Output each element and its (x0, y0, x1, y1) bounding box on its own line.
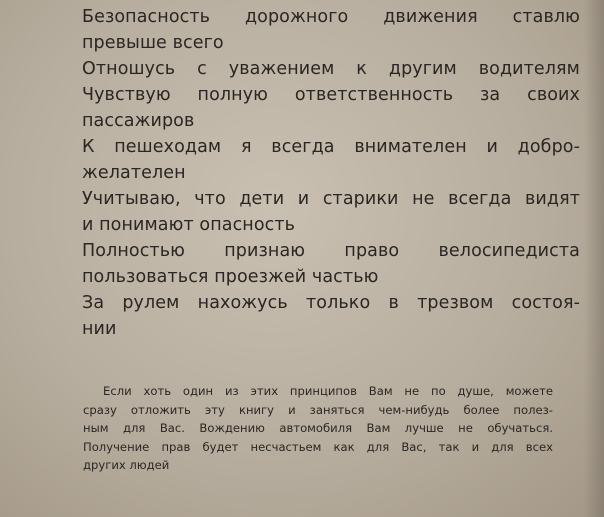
principle-line: желателен (82, 163, 186, 183)
principle-item (82, 4, 580, 56)
principle-line: Отношусь с уважением к другим водителям (82, 59, 580, 79)
principle-item (82, 290, 580, 342)
principle-line: пользоваться проезжей частью (82, 267, 379, 287)
principles-list (82, 4, 580, 342)
principle-line: превыше всего (82, 33, 224, 53)
note-line: ным для Вас. Вождению автомобиля Вам лучше не обучаться. (83, 421, 553, 436)
principle-line: За рулем нахожусь только в трезвом состоя- (82, 293, 580, 313)
note-line: Получение прав будет несчастьем как для Вас, так и для всех (83, 439, 553, 454)
principle-line: Чувствую полную ответственность за своих (82, 85, 580, 105)
principle-line: пассажиров (82, 111, 195, 131)
principle-item (82, 134, 580, 186)
principle-item (82, 82, 580, 134)
principle-item (82, 186, 580, 238)
principle-line: К пешеходам я всегда внимателен и добро- (82, 137, 580, 157)
principle-line: Учитываю, что дети и старики не всегда видят (82, 189, 580, 209)
principle-line: и понимают опасность (82, 215, 296, 235)
principle-item (82, 238, 580, 290)
note-line: сразу отложить эту книгу и заняться чем-нибудь более полез- (83, 402, 553, 417)
note-line: других людей (83, 458, 170, 473)
principle-line: Полностью признаю право велосипедиста (82, 241, 580, 261)
note-line: Если хоть один из этих принципов Вам не по душе, можете (103, 384, 553, 398)
principle-line: нии (82, 319, 117, 339)
warning-note (83, 382, 553, 475)
page-edge-shadow (584, 0, 604, 517)
principle-line: Безопасность дорожного движения ставлю (82, 7, 580, 27)
principle-item (82, 56, 580, 82)
